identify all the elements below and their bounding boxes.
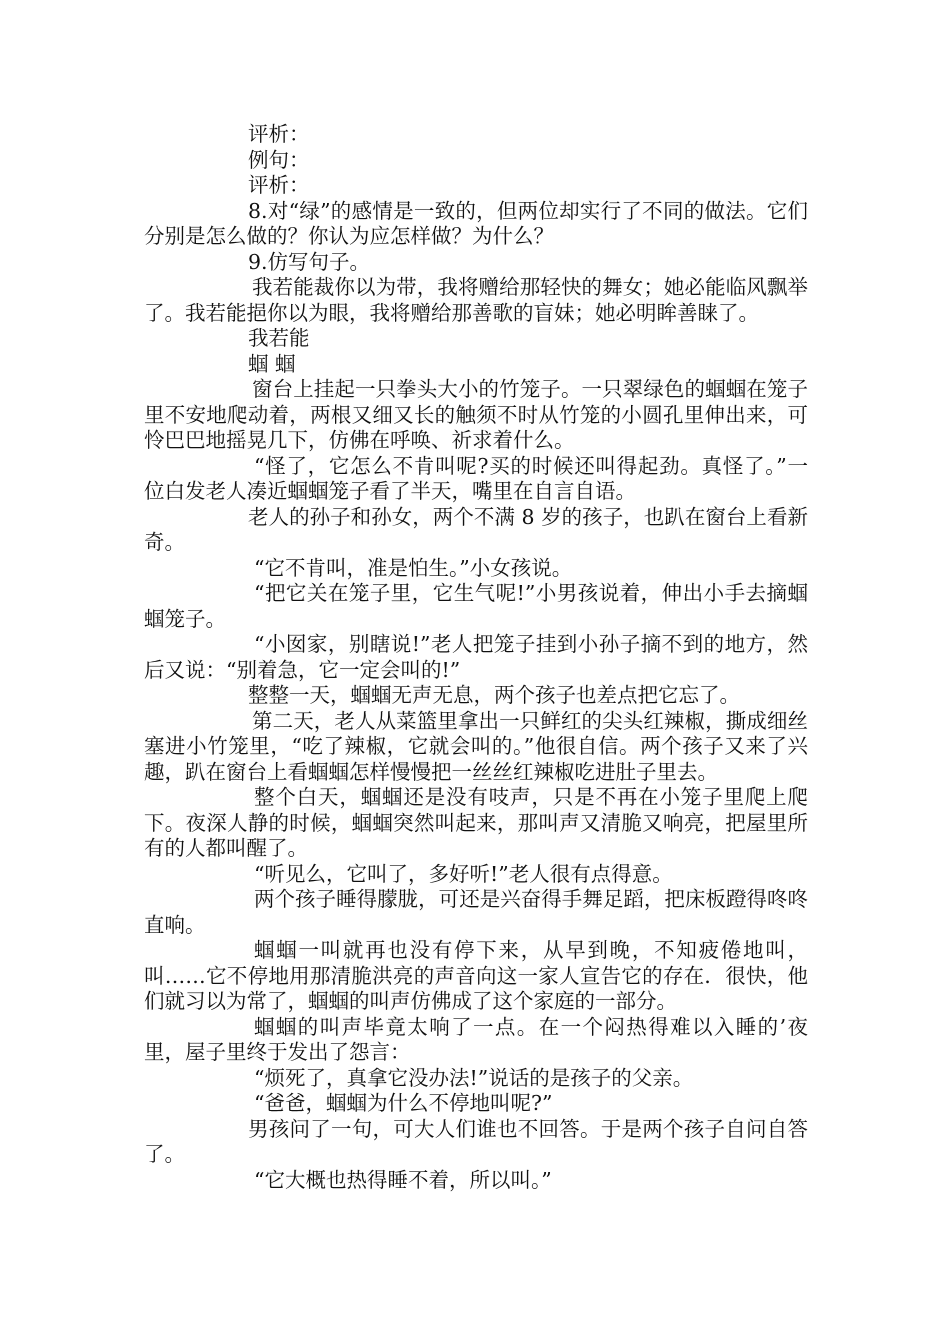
article-paragraph: “它不肯叫，准是怕生。”小女孩说。 (254, 555, 573, 580)
article-paragraph: “爸爸，蝈蝈为什么不停地叫呢?” (254, 1091, 553, 1115)
article-paragraph: 老人的孙子和孙女，两个不满 8 岁的孩子，也趴在窗台上看新奇。 (144, 504, 808, 554)
imitation-prompt: 我若能 (248, 326, 310, 350)
article-paragraph: 蝈蝈的叫声毕竟太响了一点。在一个闷热得难以入睡的’夜里，屋子里终于发出了怨言： (144, 1014, 808, 1064)
article-paragraph: 蝈蝈一叫就再也没有停下来，从早到晚，不知疲倦地叫，叫……它不停地用那清脆洪亮的声音向这一家人宣告它的存在．很快，他们就习以为常了，蝈蝈的叫声仿佛成了这个家庭的一部分。 (144, 938, 808, 1013)
article-paragraph: 窗台上挂起一只拳头大小的竹笼子。一只翠绿色的蝈蝈在笼子里不安地爬动着，两根又细又长的触须不时从竹笼的小圆孔里伸出来，可怜巴巴地摇晃几下，仿佛在呼唤、祈求着什么。 (144, 377, 808, 452)
article-title: 蝈 蝈 (248, 351, 296, 376)
paragraph-analysis-2: 评析： (248, 173, 310, 197)
document-body (144, 122, 808, 1193)
article-paragraph: “怪了，它怎么不肯叫呢?买的时候还叫得起劲。真怪了。”一位白发老人凑近蝈蝈笼子看了半天，嘴里在自言自语。 (144, 453, 808, 503)
article-paragraph: 整个白天，蝈蝈还是没有吱声，只是不再在小笼子里爬上爬下。夜深人静的时候，蝈蝈突然叫起来，那叫声又清脆又响亮，把屋里所有的人都叫醒了。 (144, 785, 808, 860)
paragraph-analysis-1: 评析： (248, 122, 310, 146)
article-paragraph: “听见么，它叫了，多好听!”老人很有点得意。 (254, 861, 673, 886)
article-paragraph: 男孩问了一句，可大人们谁也不回答。于是两个孩子自问自答了。 (144, 1116, 808, 1166)
article-paragraph: 两个孩子睡得朦胧，可还是兴奋得手舞足蹈，把床板蹬得咚咚直响。 (144, 887, 808, 937)
paragraph-example: 例句： (248, 147, 310, 172)
article-paragraph: 整整一天，蝈蝈无声无息，两个孩子也差点把它忘了。 (248, 683, 740, 707)
article-paragraph: “烦死了，真拿它没办法!”说话的是孩子的父亲。 (254, 1065, 694, 1090)
question-9: 9.仿写句子。 (248, 249, 371, 274)
sample-sentence: 我若能裁你以为带，我将赠给那轻快的舞女；她必能临风飘举了。我若能挹你以为眼，我将赠给那善歌的盲妹；她必明眸善睐了。 (144, 275, 808, 325)
article-paragraph: “它大概也热得睡不着，所以叫。” (254, 1167, 552, 1192)
article-paragraph: “把它关在笼子里，它生气呢!”小男孩说着，伸出小手去摘蝈蝈笼子。 (144, 581, 808, 631)
article-paragraph: “小囡家，别瞎说!”老人把笼子挂到小孙子摘不到的地方，然后又说：“别着急，它一定会叫的!” (144, 632, 808, 682)
question-8: 8.对“绿”的感情是一致的，但两位却实行了不同的做法。它们分别是怎么做的？你认为应怎样做？为什么？ (144, 198, 808, 248)
article-paragraph: 第二天，老人从菜篮里拿出一只鲜红的尖头红辣椒，撕成细丝塞进小竹笼里，“吃了辣椒，它就会叫的。”他很自信。两个孩子又来了兴趣，趴在窗台上看蝈蝈怎样慢慢把一丝丝红辣椒吃进肚子里去。 (144, 708, 808, 784)
